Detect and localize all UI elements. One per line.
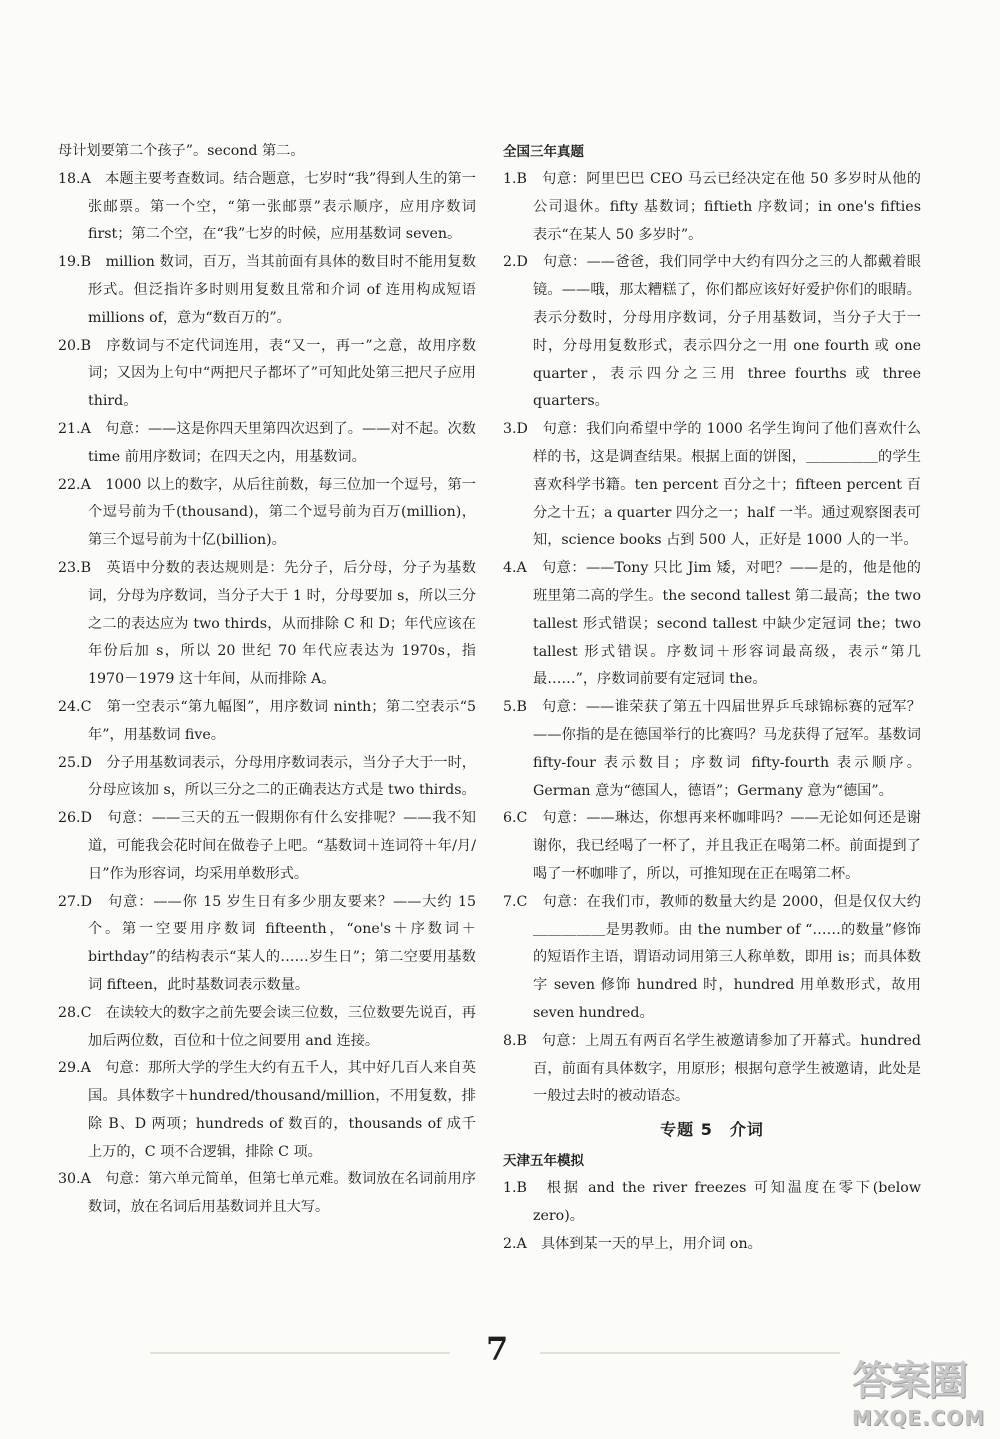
footer-decoration-left (150, 1352, 450, 1354)
section-heading-tianjin: 天津五年模拟 (503, 1153, 584, 1170)
left-column (58, 138, 481, 1222)
watermark-logo: 答案圈 (852, 1358, 966, 1404)
answer-item-22: 22.A 1000 以上的数字，从后往前数，每三位加一个逗号，第一个逗号前为千(thousand)，第二个逗号前为百万(million)，第三个逗号前为十亿(billion)。 (58, 476, 476, 549)
answer-item-19: 19.B million 数词，百万，当其前面有具体的数目时不能用复数形式。但泛指许多时则用复数且常和介词 of 连用构成短语 millions of，意为“数百万的”。 (58, 254, 481, 326)
tianjin-answer-1: 1.B 根据 and the river freezes 可知温度在零下(below zero)。 (503, 1180, 926, 1224)
national-answer-1: 1.B 句意：阿里巴巴 CEO 马云已经决定在他 50 多岁时从他的公司退休。fifty 基数词；fiftieth 序数词；in one's fifties 表示“在某人 50 多岁时”。 (503, 171, 926, 243)
right-column (503, 138, 926, 1258)
tianjin-answer-2: 2.A 具体到某一天的早上，用介词 on。 (503, 1235, 762, 1252)
answer-item-27: 27.D 句意：——你 15 岁生日有多少朋友要来？——大约 15 个。第一空要用序数词 fifteenth，“one's＋序数词＋birthday”的结构表示“某人的……岁生日”；第二空要用基数词 fifteen，此时基数词表示数量。 (58, 893, 481, 993)
answer-item-28: 28.C 在读较大的数字之前先要会读三位数，三位数要先说百，再加后两位数，百位和十位之间要用 and 连接。 (58, 1004, 476, 1049)
national-answer-2: 2.D 句意：——爸爸，我们同学中大约有四分之三的人都戴着眼镜。——哦，那太糟糕了，你们都应该好好爱护你们的眼睛。表示分数时，分母用序数词，分子用基数词，当分子大于一时，分母用复数形式，表示四分之一用 one fourth 或 one quarter，表示四分之三用 three fourths 或 three quarters。 (503, 254, 926, 410)
section-heading-national: 全国三年真题 (503, 144, 584, 160)
national-answer-8: 8.B 句意：上周五有两百名学生被邀请参加了开幕式。hundred 百，前面有具体数字，用原形；根据句意学生被邀请，此处是一般过去时的被动语态。 (503, 1032, 926, 1105)
topic-heading: 专题 5 介词 (660, 1120, 764, 1140)
answer-item-20: 20.B 序数词与不定代词连用，表“又一，再一”之意，故用序数词；又因为上句中“两把尺子都坏了”可知此处第三把尺子应用 third。 (58, 337, 481, 410)
national-answer-7: 7.C 句意：在我们市，教师的数量大约是 2000，但是仅仅大约＿＿＿＿＿是男教师。由 the number of “……的数量”修饰的短语作主语，谓语动词用第三人称单数，即用 is；而具体数字 seven 修饰 hundred 时，hundred 用单数形式，故用 seven hundred。 (503, 893, 926, 1021)
answer-item-17-cont: 母计划要第二个孩子”。second 第二。 (58, 143, 305, 159)
watermark-url: MXQE.COM (852, 1406, 986, 1430)
answer-item-29: 29.A 句意：那所大学的学生大约有五千人，其中好几百人来自英国。具体数字＋hundred/thousand/million，不用复数，排除 B、D 两项；hundreds of 数百的，thousands of 成千上万的，C 项不合逻辑，排除 C 项。 (58, 1060, 476, 1160)
answer-item-23: 23.B 英语中分数的表达规则是：先分子，后分母，分子为基数词，分母为序数词，当分子大于 1 时，分母要加 s，所以三分之二的表达应为 two thirds，从而排除 C 和 D；年代应该在年份后加 s，所以 20 世纪 70 年代应表达为 1970s，指 1970－1979 这十年间，从而排除 A。 (58, 559, 481, 688)
page-number: 7 (486, 1330, 509, 1368)
answer-item-24: 24.C 第一空表示“第九幅图”，用序数词 ninth；第二空表示“5 年”，用基数词 five。 (58, 698, 481, 743)
national-answer-3: 3.D 句意：我们向希望中学的 1000 名学生询问了他们喜欢什么样的书，这是调查结果。根据上面的饼图，＿＿＿＿＿的学生喜欢科学书籍。ten percent 百分之十；fifteen percent 百分之十五；a quarter 四分之一；half 一半。通过观察图表可知，science books 占到 500 人，正好是 1000 人的一半。 (503, 421, 921, 549)
footer-decoration-right (540, 1352, 840, 1354)
answer-item-21: 21.A 句意：——这是你四天里第四次迟到了。——对不起。次数 time 前用序数词；在四天之内，用基数词。 (58, 420, 481, 465)
answer-item-30: 30.A 句意：第六单元简单，但第七单元难。数词放在名词前用序数词，放在名词后用基数词并且大写。 (58, 1171, 476, 1216)
national-answer-5: 5.B 句意：——谁荣获了第五十四届世界乒乓球锦标赛的冠军？——你指的是在德国举行的比赛吗？马龙获得了冠军。基数词 fifty-four 表示数目；序数词 fifty-fourth 表示顺序。German 意为“德国人，德语”；Germany 意为“德国”。 (503, 699, 926, 799)
answer-item-25: 25.D 分子用基数词表示，分母用序数词表示，当分子大于一时，分母应该加 s，所以三分之二的正确表达方式是 two thirds。 (58, 754, 476, 799)
national-answer-6: 6.C 句意：——琳达，你想再来杯咖啡吗？——无论如何还是谢谢你，我已经喝了一杯了，并且我正在喝第二杯。前面提到了喝了一杯咖啡了，所以，可推知现在正在喝第二杯。 (503, 810, 921, 882)
national-answer-4: 4.A 句意：——Tony 只比 Jim 矮，对吧？——是的，他是他的班里第二高的学生。the second tallest 第二最高；the two tallest 形式错误；second tallest 中缺少定冠词 the；two tallest 形式错误。序数词＋形容词最高级，表示“第几最……”，序数词前要有定冠词 the。 (503, 560, 926, 688)
answer-item-26: 26.D 句意：——三天的五一假期你有什么安排呢？——我不知道，可能我会花时间在做卷子上吧。“基数词＋连词符＋年/月/日”作为形容词，均采用单数形式。 (58, 810, 476, 882)
answer-item-18: 18.A 本题主要考查数词。结合题意，七岁时“我”得到人生的第一张邮票。第一个空，“第一张邮票”表示顺序，应用序数词 first；第二个空，在“我”七岁的时候，应用基数词 seven。 (58, 170, 481, 243)
